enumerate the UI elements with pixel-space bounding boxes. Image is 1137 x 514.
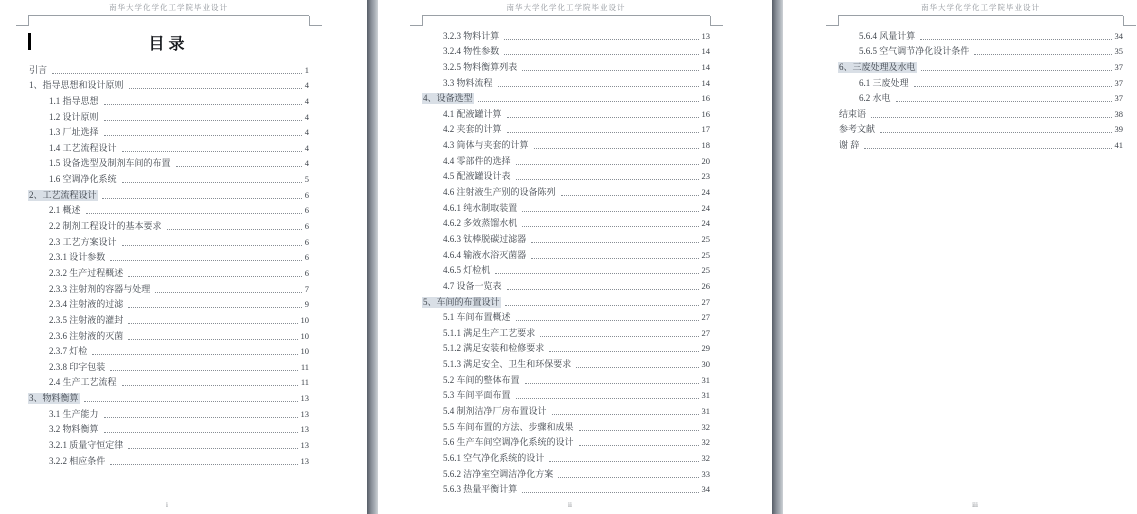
toc-leader-dots	[507, 289, 699, 290]
toc-entry[interactable]	[422, 433, 710, 449]
toc-entry[interactable]	[838, 135, 1123, 151]
toc-entry[interactable]	[28, 451, 309, 467]
toc-leader-dots	[522, 70, 698, 71]
toc-entry[interactable]	[838, 104, 1123, 120]
text-boundary-corner-icon	[16, 16, 29, 26]
toc-entry-label: 4.3 筒体与夹套的计算	[443, 140, 529, 151]
page-gap-divider	[367, 0, 378, 514]
toc-entry[interactable]	[422, 167, 710, 183]
toc-entry-page-number: 13	[300, 440, 309, 451]
toc-entry[interactable]	[422, 308, 710, 324]
toc-entry-page-number: 32	[701, 421, 710, 432]
toc-entry[interactable]	[28, 435, 309, 451]
toc-entry-label: 3.2.1 质量守恒定律	[49, 440, 124, 451]
toc-entry[interactable]	[28, 138, 309, 154]
toc-entry[interactable]	[422, 214, 710, 230]
toc-entry[interactable]	[422, 448, 710, 464]
toc-leader-dots	[110, 464, 297, 465]
text-boundary-corner-icon	[710, 16, 723, 26]
toc-leader-dots	[549, 351, 698, 352]
toc-leader-dots	[128, 323, 297, 324]
toc-entry[interactable]	[28, 310, 309, 326]
toc-entry[interactable]	[422, 229, 710, 245]
toc-entry-label: 3.3 物料流程	[443, 77, 493, 88]
toc-entry[interactable]	[838, 57, 1123, 73]
toc-entry-label: 4、设备选型	[423, 93, 473, 104]
toc-entry-page-number: 31	[701, 406, 710, 417]
toc-entry-page-number: 13	[701, 30, 710, 41]
toc-entry-page-number: 6	[304, 189, 309, 200]
toc-entry[interactable]	[838, 89, 1123, 105]
toc-list-page-3	[838, 26, 1123, 151]
toc-leader-dots	[522, 211, 698, 212]
toc-entry[interactable]	[28, 248, 309, 264]
toc-entry-page-number: 11	[300, 377, 309, 388]
toc-entry-label: 引言	[29, 64, 48, 75]
toc-leader-dots	[495, 273, 698, 274]
toc-entry-page-number: 1	[304, 64, 309, 75]
toc-entry-page-number: 7	[304, 283, 309, 294]
toc-leader-dots	[871, 117, 1111, 118]
toc-entry[interactable]	[28, 76, 309, 92]
toc-leader-dots	[558, 477, 698, 478]
toc-entry-label: 2.3.7 灯检	[49, 346, 88, 357]
toc-entry-page-number: 30	[701, 359, 710, 370]
toc-entry-label: 6.1 三废处理	[859, 77, 909, 88]
toc-entry-label: 4.6 注射液生产别的设备陈列	[443, 187, 556, 198]
toc-entry-page-number: 13	[300, 424, 309, 435]
toc-leader-dots	[516, 320, 699, 321]
toc-entry[interactable]	[422, 401, 710, 417]
toc-entry-page-number: 6	[304, 252, 309, 263]
toc-entry[interactable]	[28, 279, 309, 295]
toc-entry-page-number: 9	[304, 299, 309, 310]
toc-entry-label: 2.4 生产工艺流程	[49, 377, 117, 388]
header-rule	[28, 15, 309, 16]
toc-entry[interactable]	[422, 480, 710, 496]
document-page-1	[0, 0, 367, 514]
toc-entry-label: 3.2.2 相应条件	[49, 455, 106, 466]
toc-entry-page-number: 41	[1114, 140, 1123, 151]
toc-leader-dots	[531, 242, 698, 243]
toc-entry[interactable]	[28, 263, 309, 279]
toc-entry[interactable]	[838, 73, 1123, 89]
toc-entry-page-number: 5	[304, 174, 309, 185]
toc-leader-dots	[921, 70, 1112, 71]
toc-entry[interactable]	[422, 417, 710, 433]
toc-entry-page-number: 10	[300, 330, 309, 341]
toc-entry[interactable]	[28, 232, 309, 248]
toc-entry[interactable]	[838, 42, 1123, 58]
toc-leader-dots	[498, 86, 699, 87]
page-number-footer: iii	[972, 501, 978, 509]
toc-leader-dots	[128, 339, 297, 340]
toc-entry[interactable]	[28, 216, 309, 232]
toc-leader-dots	[576, 367, 698, 368]
toc-leader-dots	[552, 414, 699, 415]
toc-entry-page-number: 27	[701, 312, 710, 323]
toc-entry-label: 2.3.4 注射液的过滤	[49, 299, 124, 310]
toc-entry-label: 5.1 车间布置概述	[443, 312, 511, 323]
toc-leader-dots	[974, 54, 1111, 55]
toc-leader-dots	[92, 354, 297, 355]
page-header-title: 南华大学化学化工学院毕业设计	[109, 3, 228, 12]
toc-leader-dots	[561, 195, 699, 196]
toc-entry-page-number: 31	[701, 390, 710, 401]
toc-entry-label: 3.2.5 物料衡算列表	[443, 61, 518, 72]
toc-entry-page-number: 23	[701, 171, 710, 182]
toc-leader-dots	[864, 148, 1111, 149]
toc-leader-dots	[504, 39, 698, 40]
toc-entry-page-number: 37	[1114, 61, 1123, 72]
toc-entry-page-number: 32	[701, 437, 710, 448]
toc-entry-page-number: 4	[304, 95, 309, 106]
toc-entry-label: 5.6.3 热量平衡计算	[443, 484, 518, 495]
toc-entry-label: 1.4 工艺流程设计	[49, 142, 117, 153]
toc-entry-page-number: 38	[1114, 108, 1123, 119]
toc-leader-dots	[525, 383, 699, 384]
toc-entry[interactable]	[422, 89, 710, 105]
toc-leader-dots	[896, 101, 1112, 102]
toc-leader-dots	[84, 401, 298, 402]
toc-entry-label: 2.2 制剂工程设计的基本要求	[49, 221, 162, 232]
toc-entry-page-number: 16	[701, 93, 710, 104]
toc-entry-page-number: 32	[701, 452, 710, 463]
toc-leader-dots	[122, 151, 302, 152]
toc-leader-dots	[102, 198, 302, 199]
toc-entry-page-number: 26	[701, 280, 710, 291]
toc-entry-label: 4.4 零部件的选择	[443, 155, 511, 166]
toc-entry[interactable]	[422, 370, 710, 386]
toc-leader-dots	[104, 417, 298, 418]
toc-leader-dots	[516, 179, 699, 180]
toc-entry[interactable]	[422, 276, 710, 292]
toc-entry-page-number: 33	[701, 468, 710, 479]
toc-entry-label: 4.7 设备一览表	[443, 280, 502, 291]
document-page-3	[783, 0, 1137, 514]
toc-list-page-1	[28, 60, 309, 467]
toc-entry[interactable]	[422, 104, 710, 120]
toc-entry-label: 2、工艺流程设计	[29, 189, 97, 200]
toc-entry-page-number: 4	[304, 142, 309, 153]
toc-leader-dots	[579, 430, 699, 431]
toc-entry-label: 1.2 设计原则	[49, 111, 99, 122]
toc-entry-label: 5.6 生产车间空调净化系统的设计	[443, 437, 574, 448]
toc-entry-label: 5.1.3 满足安全、卫生和环保要求	[443, 359, 572, 370]
toc-entry-label: 5.1.2 满足安装和检修要求	[443, 343, 545, 354]
toc-leader-dots	[478, 101, 699, 102]
toc-leader-dots	[128, 448, 297, 449]
toc-entry-page-number: 14	[701, 61, 710, 72]
toc-entry-label: 2.3.1 设计参数	[49, 252, 106, 263]
toc-entry[interactable]	[28, 185, 309, 201]
toc-entry-label: 4.1 配液罐计算	[443, 108, 502, 119]
toc-entry-label: 1.1 指导思想	[49, 95, 99, 106]
toc-leader-dots	[104, 120, 302, 121]
toc-entry-page-number: 35	[1114, 46, 1123, 57]
toc-entry-label: 4.5 配液罐设计表	[443, 171, 511, 182]
toc-entry-page-number: 4	[304, 127, 309, 138]
toc-entry-page-number: 14	[701, 77, 710, 88]
toc-leader-dots	[104, 135, 302, 136]
toc-entry-page-number: 6	[304, 236, 309, 247]
text-boundary-corner-icon	[1123, 16, 1136, 26]
toc-entry[interactable]	[28, 342, 309, 358]
toc-leader-dots	[531, 258, 698, 259]
toc-entry[interactable]	[28, 107, 309, 123]
toc-leader-dots	[522, 492, 698, 493]
toc-entry[interactable]	[28, 154, 309, 170]
toc-entry-page-number: 4	[304, 158, 309, 169]
toc-leader-dots	[522, 226, 698, 227]
toc-entry[interactable]	[422, 354, 710, 370]
toc-entry-page-number: 24	[701, 202, 710, 213]
toc-entry[interactable]	[422, 135, 710, 151]
toc-entry[interactable]	[422, 339, 710, 355]
toc-entry[interactable]	[422, 26, 710, 42]
toc-entry[interactable]	[422, 73, 710, 89]
text-boundary-corner-icon	[309, 16, 322, 26]
toc-entry-page-number: 24	[701, 218, 710, 229]
toc-entry[interactable]	[28, 357, 309, 373]
toc-entry-page-number: 31	[701, 374, 710, 385]
page-header-title: 南华大学化学化工学院毕业设计	[921, 3, 1040, 12]
toc-entry[interactable]	[422, 292, 710, 308]
toc-leader-dots	[914, 86, 1112, 87]
toc-entry[interactable]	[422, 245, 710, 261]
toc-leader-dots	[155, 292, 301, 293]
toc-entry[interactable]	[838, 120, 1123, 136]
header-rule	[422, 15, 710, 16]
toc-leader-dots	[52, 73, 302, 74]
toc-entry-label: 1.6 空调净化系统	[49, 174, 117, 185]
toc-entry-label: 5.6.1 空气净化系统的设计	[443, 452, 545, 463]
toc-leader-dots	[505, 305, 699, 306]
toc-entry[interactable]	[422, 198, 710, 214]
toc-entry[interactable]	[422, 323, 710, 339]
toc-entry-page-number: 4	[304, 80, 309, 91]
toc-entry-label: 4.6.4 输液水浴灭菌器	[443, 249, 527, 260]
toc-list-page-2	[422, 26, 710, 495]
toc-entry-page-number: 27	[701, 327, 710, 338]
toc-entry[interactable]	[28, 201, 309, 217]
toc-entry-page-number: 25	[701, 249, 710, 260]
toc-entry-page-number: 16	[701, 108, 710, 119]
toc-leader-dots	[534, 148, 699, 149]
toc-entry[interactable]	[28, 91, 309, 107]
toc-leader-dots	[128, 276, 301, 277]
toc-leader-dots	[516, 398, 699, 399]
toc-leader-dots	[507, 117, 699, 118]
toc-entry-label: 5.6.5 空气调节净化设计条件	[859, 46, 970, 57]
toc-entry[interactable]	[28, 295, 309, 311]
toc-entry[interactable]	[422, 386, 710, 402]
toc-entry[interactable]	[422, 182, 710, 198]
text-boundary-corner-icon	[410, 16, 423, 26]
toc-entry-page-number: 25	[701, 265, 710, 276]
toc-entry[interactable]	[28, 326, 309, 342]
toc-leader-dots	[507, 132, 699, 133]
toc-entry-page-number: 13	[300, 408, 309, 419]
toc-entry-label: 2.3.5 注射液的灌封	[49, 314, 124, 325]
toc-entry[interactable]	[28, 60, 309, 76]
toc-title: 目录	[148, 36, 189, 53]
toc-entry-label: 3、物料衡算	[29, 393, 79, 404]
toc-entry-page-number: 11	[300, 361, 309, 372]
toc-leader-dots	[579, 445, 699, 446]
toc-entry-page-number: 29	[701, 343, 710, 354]
toc-leader-dots	[86, 213, 302, 214]
toc-entry-label: 5.5 车间布置的方法、步骤和成果	[443, 421, 574, 432]
toc-entry-label: 2.3.6 注射液的灭菌	[49, 330, 124, 341]
toc-entry-label: 3.1 生产能力	[49, 408, 99, 419]
toc-entry-label: 4.2 夹套的计算	[443, 124, 502, 135]
page-number-footer: ii	[568, 501, 572, 509]
toc-entry-label: 2.3.3 注射剂的容器与处理	[49, 283, 151, 294]
toc-entry-page-number: 13	[300, 393, 309, 404]
toc-entry-label: 3.2.3 物料计算	[443, 30, 500, 41]
toc-leader-dots	[516, 164, 699, 165]
toc-leader-dots	[122, 385, 298, 386]
toc-leader-dots	[129, 88, 302, 89]
toc-entry-label: 2.3.8 印字包装	[49, 361, 106, 372]
toc-entry[interactable]	[28, 169, 309, 185]
toc-leader-dots	[920, 39, 1111, 40]
toc-entry[interactable]	[28, 373, 309, 389]
toc-leader-dots	[104, 104, 302, 105]
toc-entry[interactable]	[422, 151, 710, 167]
toc-entry[interactable]	[422, 57, 710, 73]
toc-entry-label: 谢 辞	[839, 140, 860, 151]
toc-entry-page-number: 14	[701, 46, 710, 57]
toc-entry-page-number: 10	[300, 346, 309, 357]
toc-entry-label: 4.6.5 灯检机	[443, 265, 491, 276]
toc-entry[interactable]	[422, 261, 710, 277]
toc-entry-label: 5.4 制剂洁净厂房布置设计	[443, 406, 547, 417]
toc-entry[interactable]	[422, 42, 710, 58]
toc-entry-label: 5.3 车间平面布置	[443, 390, 511, 401]
toc-entry-label: 5.6.2 洁净室空调洁净化方案	[443, 468, 554, 479]
toc-entry[interactable]	[28, 404, 309, 420]
toc-entry-page-number: 6	[304, 267, 309, 278]
toc-entry[interactable]	[28, 388, 309, 404]
toc-entry-label: 结束语	[839, 108, 867, 119]
toc-entry-label: 3.2 物料衡算	[49, 424, 99, 435]
toc-entry[interactable]	[422, 464, 710, 480]
toc-leader-dots	[167, 229, 302, 230]
toc-leader-dots	[104, 432, 298, 433]
toc-entry-label: 5.2 车间的整体布置	[443, 374, 520, 385]
toc-entry-label: 5、车间的布置设计	[423, 296, 500, 307]
toc-entry-page-number: 20	[701, 155, 710, 166]
toc-entry-label: 2.1 概述	[49, 205, 81, 216]
page-header-title: 南华大学化学化工学院毕业设计	[506, 3, 626, 12]
toc-leader-dots	[122, 245, 302, 246]
toc-entry-label: 5.6.4 风量计算	[859, 30, 916, 41]
toc-entry-page-number: 34	[701, 484, 710, 495]
page-number-footer: i	[166, 501, 168, 509]
toc-entry-label: 3.2.4 物性参数	[443, 46, 500, 57]
toc-entry-page-number: 13	[300, 455, 309, 466]
toc-entry-label: 5.1.1 满足生产工艺要求	[443, 327, 536, 338]
toc-entry-page-number: 24	[701, 187, 710, 198]
toc-entry-page-number: 27	[701, 296, 710, 307]
toc-entry-page-number: 6	[304, 221, 309, 232]
toc-leader-dots	[540, 336, 698, 337]
toc-entry-page-number: 18	[701, 140, 710, 151]
toc-leader-dots	[176, 166, 302, 167]
document-page-2	[378, 0, 772, 514]
toc-entry-label: 4.6.3 钛棒脱碳过滤器	[443, 233, 527, 244]
toc-entry-label: 4.6.2 多效蒸馏水机	[443, 218, 518, 229]
toc-entry-label: 6、三废处理及水电	[839, 61, 916, 72]
header-rule	[838, 15, 1123, 16]
toc-entry-page-number: 37	[1114, 77, 1123, 88]
toc-leader-dots	[128, 307, 301, 308]
toc-leader-dots	[549, 461, 698, 462]
toc-entry-label: 1、指导思想和设计原则	[29, 80, 124, 91]
toc-entry-label: 1.5 设备选型及制剂车间的布置	[49, 158, 171, 169]
toc-entry-page-number: 25	[701, 233, 710, 244]
toc-entry[interactable]	[422, 120, 710, 136]
toc-entry-page-number: 34	[1114, 30, 1123, 41]
toc-leader-dots	[110, 260, 301, 261]
toc-entry-label: 4.6.1 纯水制取装置	[443, 202, 518, 213]
toc-entry-label: 1.3 厂址选择	[49, 127, 99, 138]
toc-entry-page-number: 39	[1114, 124, 1123, 135]
toc-leader-dots	[110, 370, 298, 371]
toc-leader-dots	[122, 182, 302, 183]
toc-entry[interactable]	[28, 420, 309, 436]
toc-entry[interactable]	[28, 123, 309, 139]
toc-entry-label: 2.3 工艺方案设计	[49, 236, 117, 247]
page-gap-divider	[772, 0, 783, 514]
toc-leader-dots	[880, 132, 1111, 133]
toc-entry-page-number: 17	[701, 124, 710, 135]
toc-entry-label: 6.2 水电	[859, 93, 891, 104]
toc-entry-label: 2.3.2 生产过程概述	[49, 267, 124, 278]
toc-entry-page-number: 4	[304, 111, 309, 122]
toc-entry[interactable]	[838, 26, 1123, 42]
toc-entry-page-number: 6	[304, 205, 309, 216]
toc-entry-page-number: 37	[1114, 93, 1123, 104]
text-boundary-corner-icon	[826, 16, 839, 26]
toc-leader-dots	[504, 54, 698, 55]
toc-entry-page-number: 10	[300, 314, 309, 325]
toc-entry-label: 参考文献	[839, 124, 876, 135]
